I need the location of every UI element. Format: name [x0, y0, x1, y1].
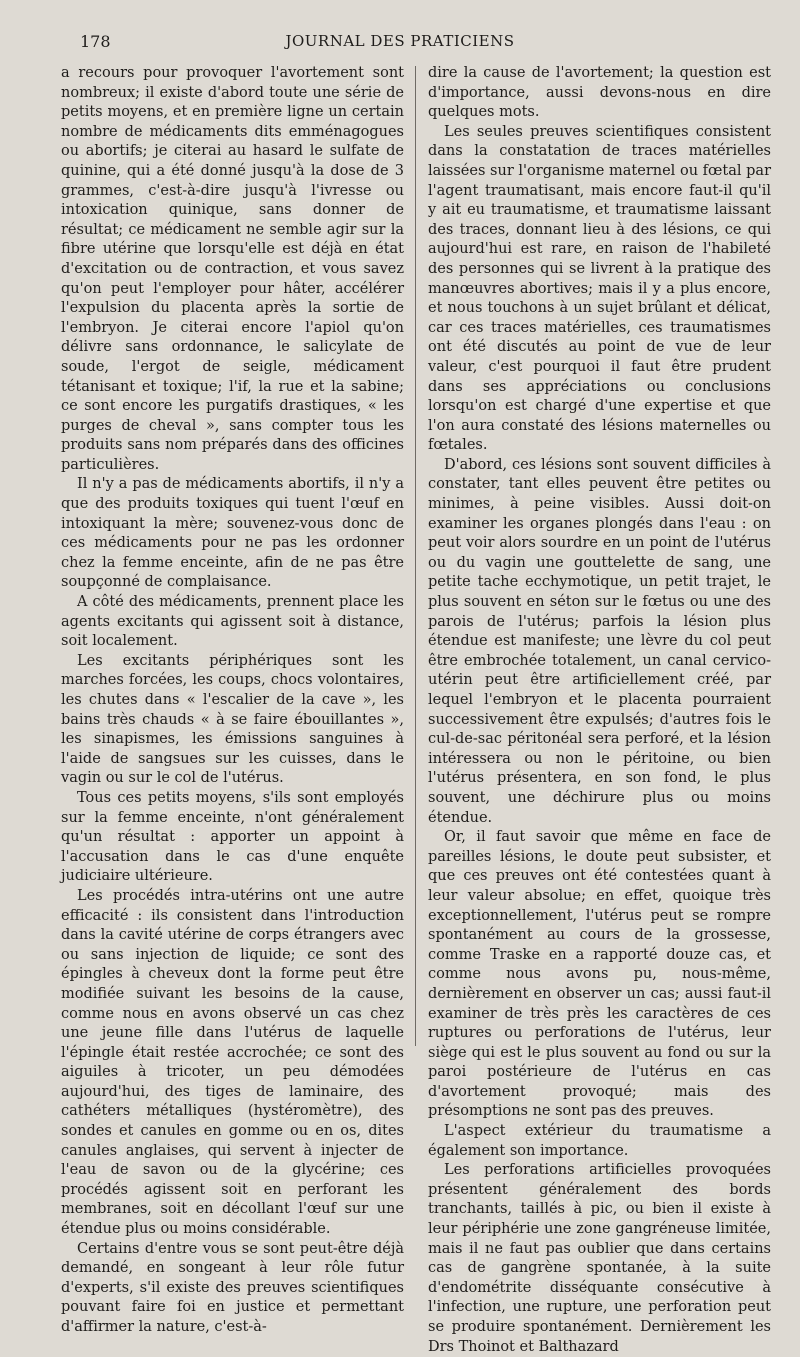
left-column [61, 64, 404, 1338]
paragraph: Les excitants périphériques sont les marches forcées, les coups, chocs volontaires, les chutes dans « l'escalier de la cave », les bains très chauds « à se faire ébouillantes », les sinapismes, les émissions sanguines à l'aide de sangsues sur les cuisses, dans le vagin ou sur le col de l'utérus. [61, 652, 404, 787]
right-column [428, 64, 771, 1357]
paragraph: a recours pour provoquer l'avortement sont nombreux; il existe d'abord toute une série de petits moyens, et en première ligne un certain nombre de médicaments dits emménagogues ou abortifs; je citerai au hasard le sulfate de quinine, qui a été donné jusqu'à la dose de 3 grammes, c'est-à-dire jusqu'à l'ivresse ou intoxication quinique, sans donner de résultat; ce médicament ne semble agir sur la fibre utérine que lorsqu'elle est déjà en état d'excitation ou de contraction, et vous savez qu'on peut l'employer pour hâter, accélérer l'expulsion du placenta après la sortie de l'embryon. Je citerai encore l'apiol qu'on délivre sans ordonnance, le salicylate de soude, l'ergot de seigle, médicament tétanisant et toxique; l'if, la rue et la sabine; ce sont encore les purgatifs drastiques, « les purges de cheval », sans compter tous les produits sans nom préparés dans des officines particulières. [61, 65, 404, 473]
paragraph: Tous ces petits moyens, s'ils sont employés sur la femme enceinte, n'ont généralement qu'un résultat : apporter un appoint à l'accusation dans le cas d'une enquête judiciaire ultérieure. [61, 789, 404, 885]
paragraph: A côté des médicaments, prennent place les agents excitants qui agissent soit à distance, soit localement. [61, 594, 404, 650]
paragraph: Or, il faut savoir que même en face de pareilles lésions, le doute peut subsister, et que ces preuves ont été contestées quant à leur valeur absolue; en effet, quoique très exceptionnellement, l'utérus peut se rompre spontanément au cours de la grossesse, comme Traske en a rapporté douze cas, et comme nous avons pu, nous-même, dernièrement en observer un cas; aussi faut-il examiner de très près les caractères de ces ruptures ou perforations de l'utérus, leur siège qui est le plus souvent au fond ou sur la paroi postérieure de l'utérus en cas d'avortement provoqué; mais des présomptions ne sont pas des preuves. [428, 829, 771, 1120]
paragraph: Il n'y a pas de médicaments abortifs, il n'y a que des produits toxiques qui tuent l'œuf en intoxiquant la mère; souvenez-vous donc de ces médicaments pour ne pas les ordonner chez la femme enceinte, afin de ne pas être soupçonné de complaisance. [61, 476, 404, 591]
page-header [0, 32, 800, 54]
column-divider [415, 66, 416, 1046]
paragraph: Les perforations artificielles provoquées présentent généralement des bords tranchants, taillés à pic, ou bien il existe à leur périphérie une zone gangréneuse limitée, mais il ne faut pas oublier que dans certains cas de gangrène spontanée, à la suite d'endométrite disséquante consécutive à l'infection, une rupture, une perforation peut se produire spontanément. Dernièrement les Drs Thoinot et Balthazard [428, 1162, 771, 1355]
page-number: 178 [80, 32, 111, 51]
paragraph: L'aspect extérieur du traumatisme a également son importance. [428, 1123, 771, 1159]
paragraph: Les seules preuves scientifiques consistent dans la constatation de traces matérielles laissées sur l'organisme maternel ou fœtal par l'agent traumatisant, mais encore faut-il qu'il y ait eu traumatisme, et traumatisme laissant des traces, donnant lieu à des lésions, ce qui aujourd'hui est rare, en raison de l'habileté des personnes qui se livrent à la pratique des manœuvres abortives; mais il y a plus encore, et nous touchons à un sujet brûlant et délicat, car ces traces matérielles, ces traumatismes ont été discutés au point de vue de leur valeur, c'est pourquoi il faut être prudent dans ses appréciations ou conclusions lorsqu'on est chargé d'une expertise et que l'on aura constaté des lésions maternelles ou fœtales. [428, 123, 771, 454]
paragraph: Les procédés intra-utérins ont une autre efficacité : ils consistent dans l'introduction dans la cavité utérine de corps étrangers avec ou sans injection de liquide; ce sont des épingles à cheveux dont la forme peut être modifiée suivant les besoins de la cause, comme nous en avons observé un cas chez une jeune fille dans l'utérus de laquelle l'épingle était restée accrochée; ce sont des aiguiles à tricoter, un peu démodées aujourd'hui, des tiges de laminaire, des cathéters métalliques (hystéromètre), des sondes et canules en gomme ou en os, dites canules anglaises, qui servent à injecter de l'eau de savon ou de la glycérine; ces procédés agissent soit en perforant les membranes, soit en décollant l'œuf sur une étendue plus ou moins considérable. [61, 887, 404, 1238]
paragraph: dire la cause de l'avortement; la question est d'importance, aussi devons-nous en dire quelques mots. [428, 65, 771, 121]
paragraph: D'abord, ces lésions sont souvent difficiles à constater, tant elles peuvent être petites ou minimes, à peine visibles. Aussi doit-on examiner les organes plongés dans l'eau : on peut voir alors sourdre en un point de l'utérus ou du vagin une gouttelette de sang, une petite tache ecchymotique, un petit trajet, le plus souvent en séton sur le fœtus ou une des parois de l'utérus; parfois la lésion plus étendue est manifeste; une lèvre du col peut être embrochée totalement, un canal cervico-utérin peut être artificiellement créé, par lequel l'embryon et le placenta pourraient successivement être expulsés; d'autres fois le cul-de-sac péritonéal sera perforé, et la lésion intéressera ou non le péritoine, ou bien l'utérus présentera, en son fond, le plus souvent, une déchirure plus ou moins étendue. [428, 456, 771, 826]
running-title: JOURNAL DES PRATICIENS [285, 32, 515, 50]
paragraph: Certains d'entre vous se sont peut-être déjà demandé, en songeant à leur rôle futur d'experts, s'il existe des preuves scientifiques pouvant faire foi en justice et permettant d'affirmer la nature, c'est-à- [61, 1240, 404, 1335]
